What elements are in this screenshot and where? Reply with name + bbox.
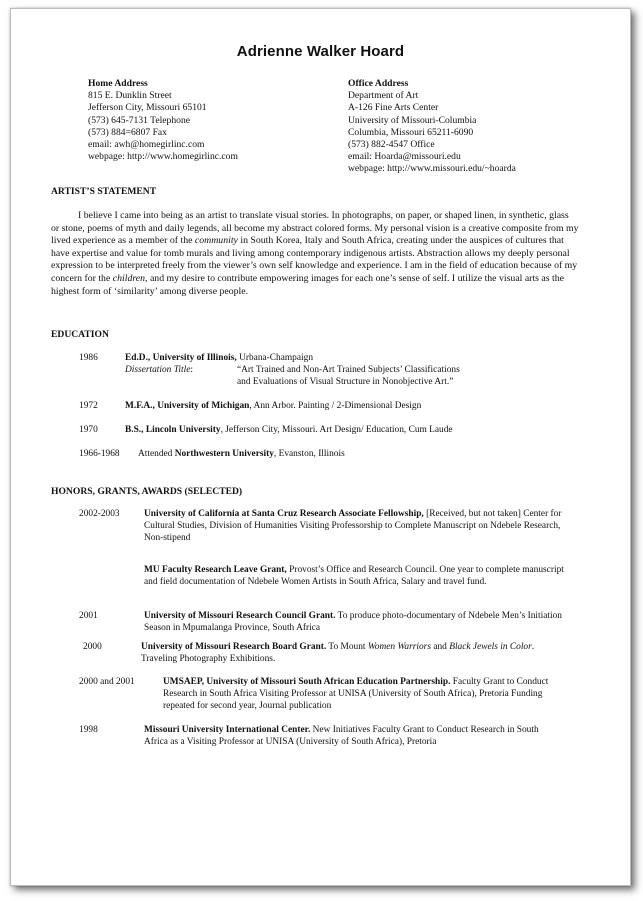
honors-year: 1998 (79, 725, 98, 735)
statement-heading: ARTIST’S STATEMENT (51, 186, 157, 197)
dissertation-colon: : (190, 364, 193, 375)
home-webpage: webpage: http://www.homegirlinc.com (88, 151, 238, 163)
award-detail: . Traveling Photography Exhibitions. (141, 642, 535, 664)
home-address-block (88, 78, 238, 163)
honors-year: 2000 (83, 642, 102, 652)
award-detail: To produce photo-documentary of Ndebele Men’s Initiation Season in Mpumalanga Province, South Africa (144, 611, 562, 633)
office-address-line: Department of Art (348, 90, 419, 102)
office-address-heading: Office Address (348, 78, 409, 89)
award-detail: Faculty Grant to Conduct Research in South Africa Visiting Professor at UNISA (University of South Africa), Pretoria Funding repeated for second year, Journal publication (163, 677, 549, 711)
education-year: 1966-1968 (79, 449, 120, 459)
home-phone: (573) 645-7131 Telephone (88, 114, 190, 126)
dissertation-title-line: and Evaluations of Visual Structure in Nonobjective Art.” (237, 376, 454, 387)
honors-entry (144, 725, 564, 749)
degree-title: B.S., Lincoln University (125, 425, 221, 435)
education-entry (125, 401, 585, 413)
office-email: email: Hoarda@missouri.edu (348, 151, 461, 163)
degree-detail: , Ann Arbor. Painting / 2-Dimensional Design (249, 401, 422, 411)
statement-text: , and my desire to contribute empowering images for each one’s sense of self. I utilize the visual arts as the highest form of ‘similarity’ among diverse people. (51, 272, 565, 297)
education-year: 1986 (79, 353, 98, 363)
honors-entry (144, 509, 564, 544)
degree-prefix: Attended (138, 449, 175, 459)
dissertation-label: Dissertation Title (125, 364, 191, 375)
education-entry (125, 425, 585, 437)
honors-entry (144, 611, 564, 635)
education-entry (125, 353, 585, 389)
statement-emphasis: community (194, 235, 238, 247)
honors-entry (163, 677, 563, 712)
award-detail: and (430, 642, 450, 652)
degree-detail: , Evanston, Illinois (273, 449, 345, 459)
award-title: University of Missouri Research Board Grant. (141, 642, 327, 652)
statement-paragraph (51, 210, 579, 298)
office-address-line: A-126 Fine Arts Center (348, 102, 439, 114)
education-entry (138, 449, 588, 461)
dissertation-title-line: “Art Trained and Non-Art Trained Subjects’ Classifications (237, 364, 460, 375)
statement-text: I believe I came into being as an artist to translate visual stories. In photographs, on paper, or shaped linen, in synthetic, glass or stone, poems of myth and daily legends, all become my abstract colored forms. My personal vision is a creative composite from my lived experience as a member of the (51, 210, 579, 247)
award-title: University of Missouri Research Council Grant. (144, 611, 336, 621)
degree-title: Ed.D., University of Illinois, (125, 353, 237, 363)
degree-title: Northwestern University (174, 449, 274, 459)
office-webpage: webpage: http://www.missouri.edu/~hoarda (348, 163, 516, 175)
home-address-line: Jefferson City, Missouri 65101 (88, 102, 207, 114)
education-heading: EDUCATION (51, 329, 109, 340)
resume-page (10, 8, 631, 886)
award-title: UMSAEP, University of Missouri South African Education Partnership. (163, 677, 451, 687)
degree-detail: Urbana-Champaign (236, 353, 314, 363)
education-year: 1970 (79, 425, 98, 435)
award-detail: New Initiatives Faculty Grant to Conduct Research in South Africa as a Visiting Professor at UNISA (University of South Africa), Pretoria (144, 725, 539, 747)
award-title: MU Faculty Research Leave Grant, (144, 565, 287, 575)
honors-entry (144, 565, 564, 589)
award-detail: Provost’s Office and Research Council. One year to complete manuscript and field documentation of Ndebele Women Artists in South Africa, Salary and travel fund. (144, 565, 564, 587)
exhibition-title: Black Jewels in Color (449, 642, 532, 652)
statement-emphasis: children (112, 272, 146, 284)
honors-year: 2002-2003 (79, 509, 120, 519)
degree-detail: , Jefferson City, Missouri. Art Design/ Education, Cum Laude (220, 425, 453, 435)
office-phone: (573) 882-4547 Office (348, 139, 435, 151)
award-title: Missouri University International Center. (144, 725, 311, 735)
office-address-block (348, 78, 516, 176)
exhibition-title: Women Warriors (367, 642, 431, 652)
honors-heading: HONORS, GRANTS, AWARDS (SELECTED) (51, 486, 243, 497)
degree-title: M.F.A., University of Michigan (125, 401, 250, 411)
statement-text: in South Korea, Italy and South Africa, creating under the auspices of cultures that have expertise and value for tomb murals and living among contemporary indigenous artists. Abstraction allows my deeply personal expression to be interpreted freely from the viewer’s own self knowledge and experience. I am in the field of education because of my concern for the (51, 235, 578, 284)
home-email: email: awh@homegirlinc.com (88, 139, 205, 151)
award-detail: To Mount (326, 642, 368, 652)
education-year: 1972 (79, 401, 98, 411)
home-address-heading: Home Address (88, 78, 148, 89)
home-address-line: 815 E. Dunklin Street (88, 90, 172, 102)
award-title: University of California at Santa Cruz Research Associate Fellowship, (144, 509, 424, 519)
honors-year: 2001 (79, 611, 98, 621)
award-detail: [Received, but not taken] Center for Cultural Studies, Division of Humanities Visiting Professorship to Complete Manuscript on Ndebele Research, Non-stipend (144, 509, 562, 543)
office-address-line: Columbia, Missouri 65211-6090 (348, 126, 474, 138)
resume-name: Adrienne Walker Hoard (236, 43, 405, 60)
office-address-line: University of Missouri-Columbia (348, 114, 477, 126)
honors-year: 2000 and 2001 (79, 677, 135, 687)
honors-entry (141, 642, 561, 666)
home-fax: (573) 884=6807 Fax (88, 126, 167, 138)
